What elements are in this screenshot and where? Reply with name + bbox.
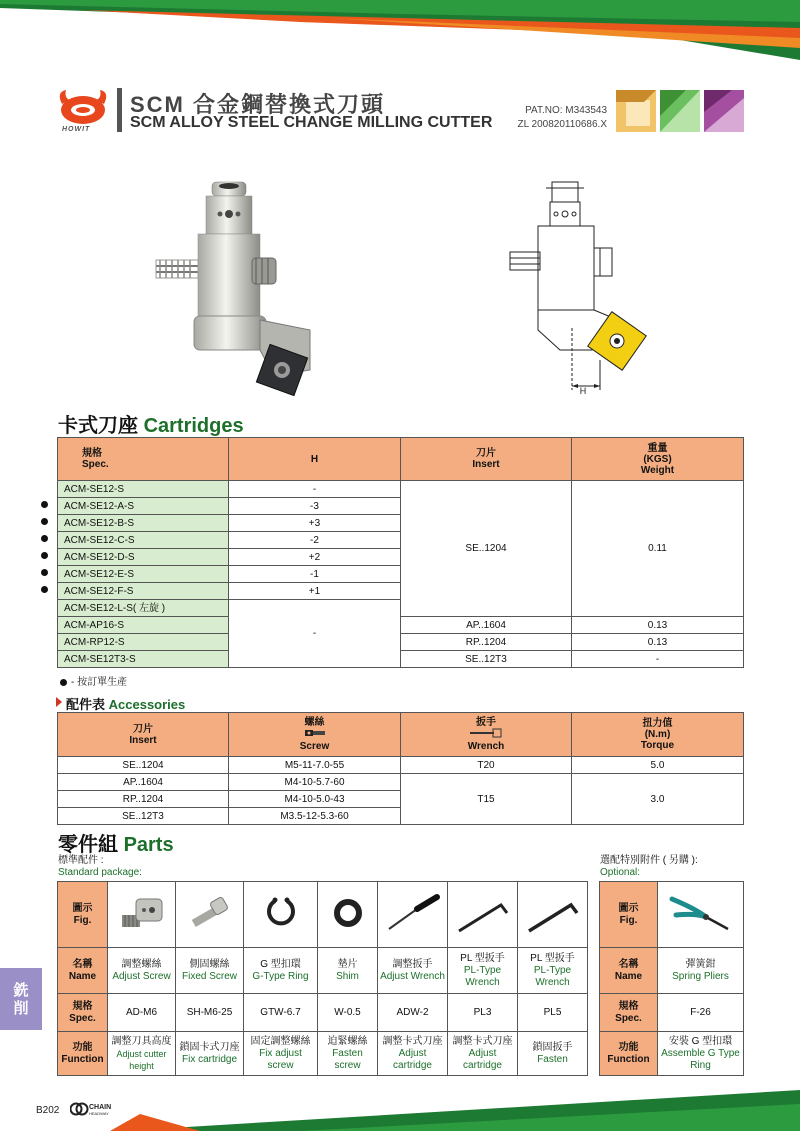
part-name-cell: G 型扣環 G-Type Ring [244,948,318,994]
spec-cell: ACM-SE12-E-S [58,566,229,583]
part-name-cell: PL 型扳手 PL-Type Wrench [518,948,588,994]
insert-cell: SE..12T3 [401,651,572,668]
optional-package-label: 選配特別附件 ( 另購 ): Optional: [600,855,698,878]
part-function-cell: 調整卡式刀座 Adjust cartridge [448,1032,518,1076]
part-spec-cell: GTW-6.7 [244,994,318,1032]
torque-cell: 5.0 [572,757,744,774]
patent-2: ZL 200820110686.X [517,119,607,130]
brand-sub-text: HEADWAY [89,1111,109,1116]
bullet-marker [41,518,48,525]
h-cell: +2 [229,549,401,566]
weight-cell: - [572,651,744,668]
part-fig-cell [518,882,588,948]
fig-row-label: 圖示 Fig. [58,882,108,948]
header-h: H [229,438,401,481]
screw-cell: M4-10-5.7-60 [229,774,401,791]
part-function-cell: 調整卡式刀座 Adjust cartridge [378,1032,448,1076]
insert-cell: RP..1204 [401,634,572,651]
header-divider [117,88,122,132]
optional-function-cell: 安裝 G 型扣環 Assemble G Type Ring [658,1032,744,1076]
part-spec-cell: W-0.5 [318,994,378,1032]
spec-cell: ACM-SE12-F-S [58,583,229,600]
dimension-h-label: H [579,386,587,396]
screw-icon [304,728,326,738]
part-fig-cell [176,882,244,948]
spec-cell: ACM-SE12-S [58,481,229,498]
spec-row-label: 規格 Spec. [600,994,658,1032]
h-cell: -1 [229,566,401,583]
name-row-label: 名稱 Name [600,948,658,994]
wrench-cell: T15 [401,774,572,825]
screw-cell: M4-10-5.0-43 [229,791,401,808]
g-ring-icon [255,891,307,935]
part-name-cell: 側固螺絲 Fixed Screw [176,948,244,994]
part-spec-cell: PL3 [448,994,518,1032]
spec-cell: ACM-SE12-A-S [58,498,229,515]
insert-cell: SE..12T3 [58,808,229,825]
part-fig-cell [448,882,518,948]
cartridge-row-bullets [41,480,51,670]
part-name-cell: 調整螺絲 Adjust Screw [108,948,176,994]
bullet-marker [41,535,48,542]
part-function-cell: 鎖固扳手 Fasten [518,1032,588,1076]
h-cell: -3 [229,498,401,515]
accessories-arrow-icon [56,697,62,707]
standard-parts-table [57,881,588,1076]
category-cubes-icon [616,90,744,132]
part-name-cell: 墊片 Shim [318,948,378,994]
insert-cell: SE..1204 [58,757,229,774]
wrench-cell: T20 [401,757,572,774]
chain-headway-logo [70,1101,114,1117]
top-decorative-band [0,0,800,60]
spec-cell: ACM-SE12T3-S [58,651,229,668]
part-spec-cell: SH-M6-25 [176,994,244,1032]
weight-cell: 0.13 [572,634,744,651]
milling-side-tab: 銑 削 [0,968,42,1030]
insert-cell: RP..1204 [58,791,229,808]
made-to-order-note: - 按訂單生產 [60,673,127,688]
function-row-label: 功能 Function [58,1032,108,1076]
part-function-cell: 調整刀具高度 Adjust cutter height [108,1032,176,1076]
screw-cell: M3.5-12-5.3-60 [229,808,401,825]
page-title-en: SCM ALLOY STEEL CHANGE MILLING CUTTER [130,114,493,131]
header-weight: 重量 (KGS) Weight [572,438,744,481]
accessories-table [57,712,744,825]
brand-text: CHAIN [89,1104,112,1111]
bottom-decorative-band [0,1090,800,1131]
bullet-marker [41,552,48,559]
pl-wrench-icon [523,891,583,935]
spec-row-label: 規格 Spec. [58,994,108,1032]
header-torque: 扭力值 (N.m) Torque [572,713,744,757]
name-row-label: 名稱 Name [58,948,108,994]
insert-cell: SE..1204 [401,481,572,617]
spec-cell: ACM-SE12-C-S [58,532,229,549]
spring-pliers-icon [666,891,736,935]
header-insert: 刀片 Insert [401,438,572,481]
header-insert: 刀片 Insert [58,713,229,757]
bullet-marker [60,679,67,686]
h-cell: +1 [229,583,401,600]
weight-cell: 0.13 [572,617,744,634]
part-fig-cell [318,882,378,948]
header-screw: 螺絲 Screw [229,713,401,757]
adjust-screw-icon [116,891,168,935]
adjust-wrench-icon [383,891,443,935]
part-spec-cell: ADW-2 [378,994,448,1032]
part-spec-cell: AD-M6 [108,994,176,1032]
part-function-cell: 鎖固卡式刀座 Fix cartridge [176,1032,244,1076]
h-cell: -2 [229,532,401,549]
patent-1: PAT.NO: M343543 [525,105,607,116]
part-fig-cell [244,882,318,948]
part-fig-cell [108,882,176,948]
optional-fig-cell [658,882,744,948]
h-cell: - [229,481,401,498]
bullet-marker [41,501,48,508]
part-name-cell: 調整扳手 Adjust Wrench [378,948,448,994]
wrench-icon [469,728,503,738]
part-function-cell: 迫緊螺絲 Fasten screw [318,1032,378,1076]
part-spec-cell: PL5 [518,994,588,1032]
part-function-cell: 固定調整螺絲 Fix adjust screw [244,1032,318,1076]
cartridges-title-en: Cartridges [143,415,244,437]
function-row-label: 功能 Function [600,1032,658,1076]
spec-cell: ACM-AP16-S [58,617,229,634]
spec-cell: ACM-SE12-D-S [58,549,229,566]
parts-section-title: 零件組 Parts [58,834,174,856]
bullet-marker [41,569,48,576]
spec-cell: ACM-RP12-S [58,634,229,651]
cartridges-title-cn: 卡式刀座 [58,415,138,437]
optional-spec-cell: F-26 [658,994,744,1032]
page-title-cn: SCM 合金鋼替換式刀頭 [130,92,386,117]
logo-text: HOWIT [62,126,91,133]
h-cell: +3 [229,515,401,532]
spec-cell: ACM-SE12-L-S( 左旋 ) [58,600,229,617]
weight-cell: 0.11 [572,481,744,617]
insert-cell: AP..1604 [401,617,572,634]
cartridges-table [57,437,744,668]
optional-name-cell: 彈簧鉗 Spring Pliers [658,948,744,994]
fig-row-label: 圖示 Fig. [600,882,658,948]
optional-parts-table [599,881,744,1076]
cartridge-product-photo [150,180,320,410]
fixed-screw-icon [184,891,236,935]
shim-icon [326,891,370,935]
page-number: B202 [36,1105,60,1116]
bullet-marker [41,586,48,593]
cartridges-section-title [58,409,244,438]
pl-wrench-icon [453,891,513,935]
cartridge-technical-drawing [500,180,650,400]
screw-cell: M5-11-7.0-55 [229,757,401,774]
patent-numbers [512,104,607,132]
spec-cell: ACM-SE12-B-S [58,515,229,532]
standard-package-label: 標準配件 : Standard package: [58,855,142,878]
h-cell-merged: - [229,600,401,668]
header-spec: 規格 Spec. [58,438,229,481]
accessories-section-title: 配件表 Accessories [66,697,186,712]
insert-cell: AP..1604 [58,774,229,791]
part-name-cell: PL 型扳手 PL-Type Wrench [448,948,518,994]
part-fig-cell [378,882,448,948]
header-wrench: 扳手 Wrench [401,713,572,757]
torque-cell: 3.0 [572,774,744,825]
